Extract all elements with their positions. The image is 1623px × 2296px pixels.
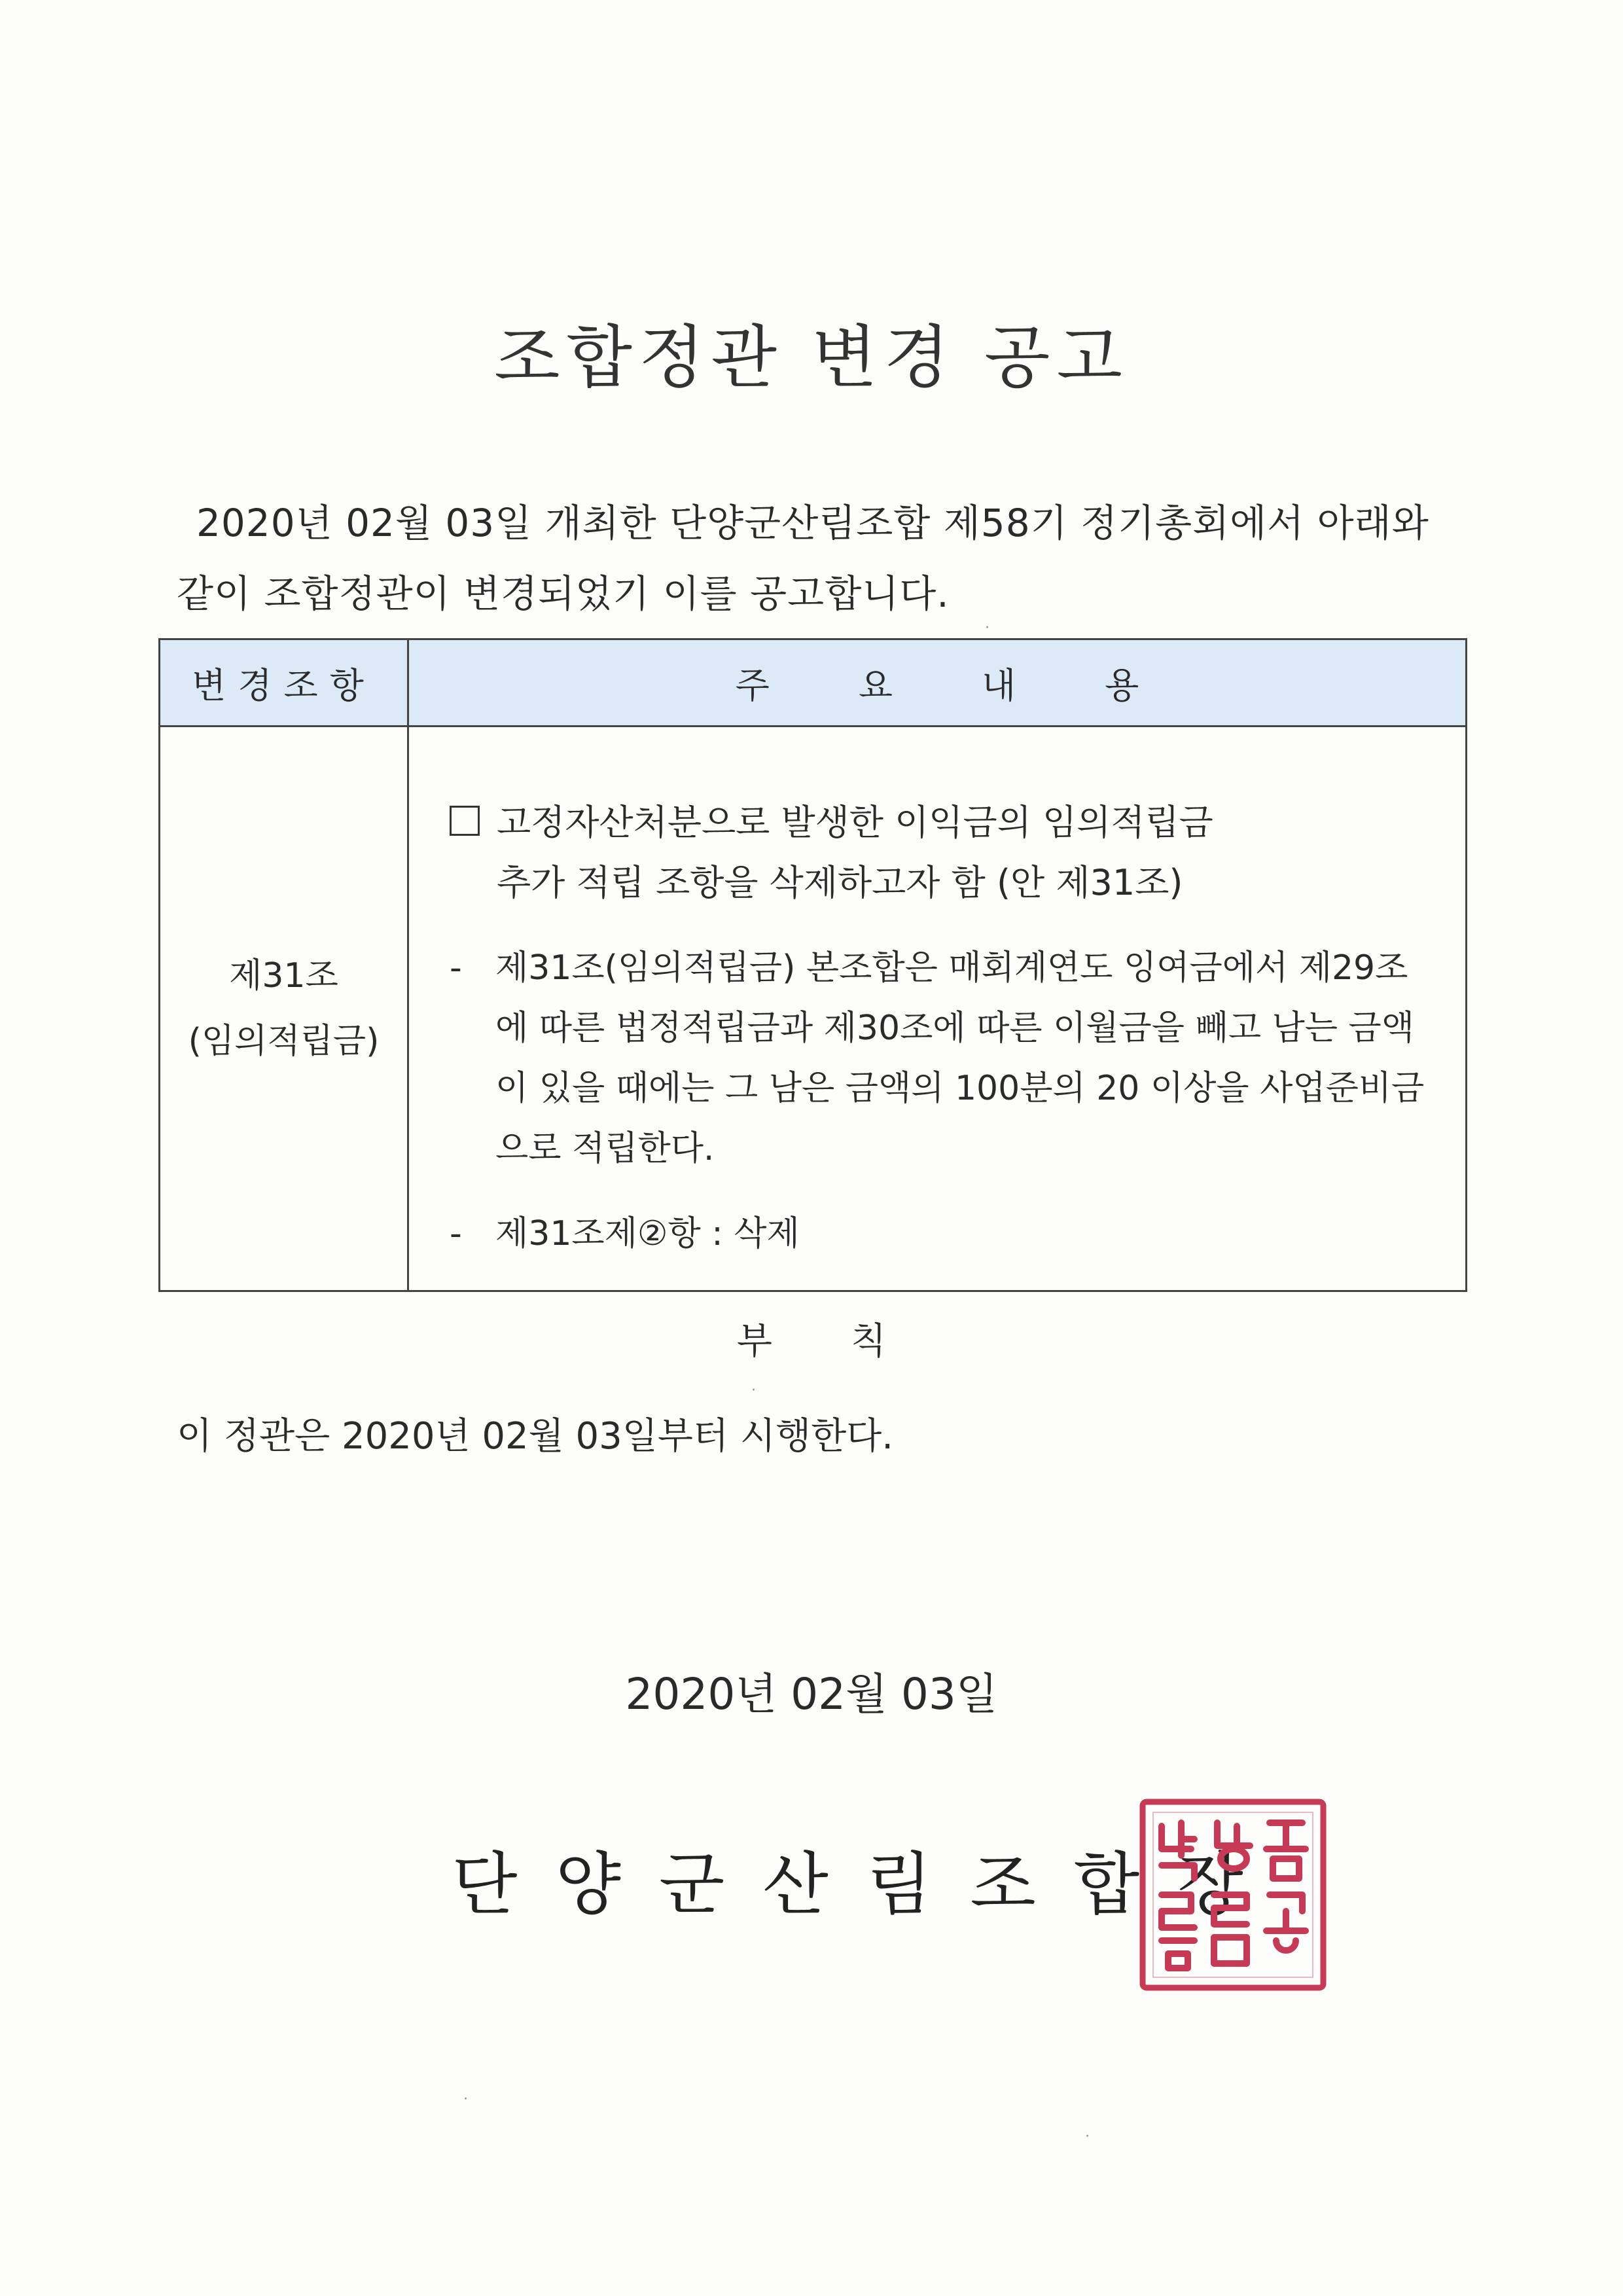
article-number: 제31조	[229, 956, 338, 996]
header-changed-article: 변경조항	[160, 639, 408, 726]
detail-text-2: 제31조제②항 : 삭제	[495, 1214, 800, 1253]
supplementary-text: 이 정관은 2020년 02월 03일부터 시행한다.	[177, 1415, 894, 1458]
intro-line-2: 같이 조합정관이 변경되었기 이를 공고합니다.	[177, 571, 950, 616]
intro-line-1: 2020년 02월 03일 개최한 단양군산림조합 제58기 정기총회에서 아래와	[196, 501, 1429, 545]
page-title: 조합정관 변경 공고	[494, 317, 1129, 397]
article-cell	[160, 726, 408, 1291]
content-cell	[408, 726, 1467, 1291]
summary-item: 고정자산처분으로 발생한 이익금의 임의적립금	[450, 793, 1439, 853]
notice-date: 2020년 02월 03일	[625, 1669, 998, 1719]
dash-marker: -	[450, 948, 462, 988]
summary-item-continued: 추가 적립 조항을 삭제하고자 함 (안 제31조)	[497, 862, 1183, 903]
header-main-content: 주 요 내 용	[408, 639, 1467, 726]
official-seal-icon	[1139, 1797, 1329, 1993]
checkbox-icon	[450, 806, 480, 836]
supplementary-heading: 부 칙	[736, 1320, 887, 1363]
dash-marker: -	[450, 1214, 462, 1253]
scan-speck: ·	[463, 2091, 468, 2108]
signer-name: 단양군산림조합장	[452, 1844, 1281, 1924]
amendment-table	[158, 638, 1467, 1292]
detail-item-1	[450, 938, 1439, 1179]
article-title: (임의적립금)	[188, 1022, 380, 1061]
scan-speck: ·	[985, 620, 990, 636]
intro-paragraph	[177, 488, 1486, 629]
detail-item-2	[450, 1204, 1439, 1264]
table-row	[160, 726, 1467, 1291]
scan-speck: ·	[1085, 2128, 1090, 2145]
scan-speck: ·	[751, 1382, 756, 1399]
table-header-row	[160, 639, 1467, 726]
detail-text-1: 제31조(임의적립금) 본조합은 매회계연도 잉여금에서 제29조에 따른 법정적립금과 제30조에 따른 이월금을 빼고 남는 금액이 있을 때에는 그 남은 금액의 100분의 20 이상을 사업준비금으로 적립한다.	[495, 948, 1425, 1168]
